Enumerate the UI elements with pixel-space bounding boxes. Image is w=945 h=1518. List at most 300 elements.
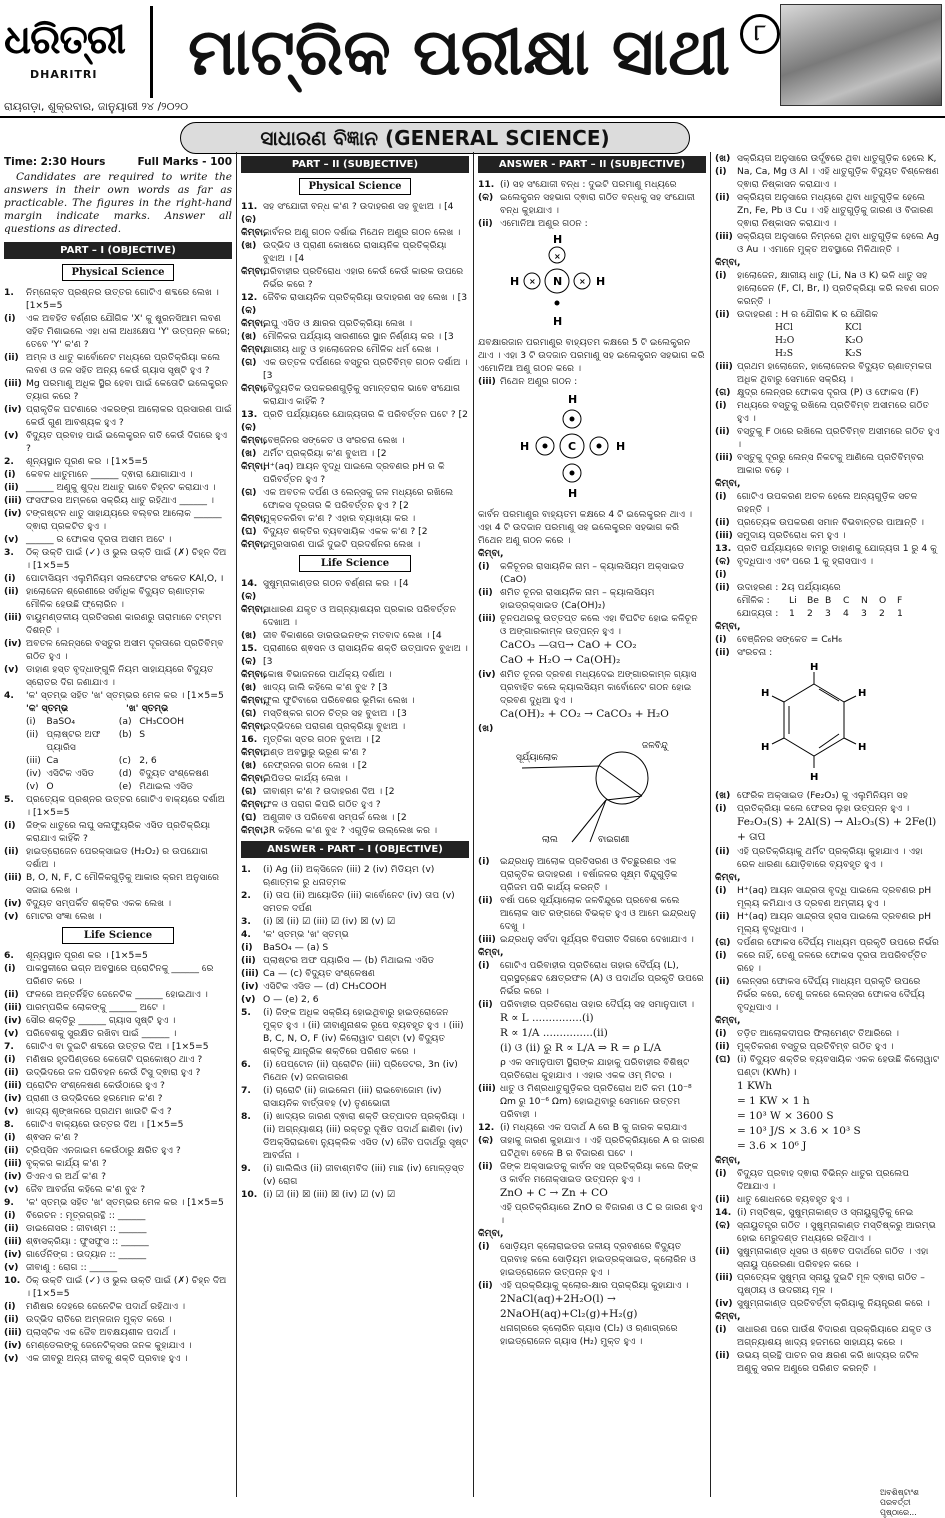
item-number: (iii) xyxy=(715,231,733,242)
item-number: (ii) xyxy=(715,582,730,593)
item-text: ଜିଙ୍କ ଧାତୁରେ ଲଘୁ ସଲଫ୍ୟୁରିକ ଏସିଡ ପ୍ରତିକ୍ରିୟା କରାଯାଏ କାହିଁକି ? xyxy=(26,820,211,844)
masthead-divider xyxy=(150,6,153,98)
item-number: (i) xyxy=(715,1028,727,1039)
item-number: (i) xyxy=(4,1054,16,1065)
list-item xyxy=(4,1014,232,1027)
item-text: (i) ☑ (ii) ☒ (iii) ☒ (iv) ☑ (v) ☑ xyxy=(263,1189,396,1200)
match-cell: 2, 6 xyxy=(139,755,157,766)
item-number: (i) xyxy=(478,1241,490,1252)
compound-table xyxy=(715,321,941,360)
item-number: (ଖ) xyxy=(241,448,257,459)
item-text: ମୁକ୍ତିକରଣ ବସ୍ତୁର ପ୍ରତିବିମ୍ବ ଗଠିତ ହୁଏ । xyxy=(737,1041,894,1052)
answer-list xyxy=(715,1154,941,1375)
item-text: ଶ୍ଵାସକ୍ରିୟା : ଫୁସଫୁସ :: ______ xyxy=(26,1236,149,1247)
item-number: (ଗ) (i) xyxy=(715,937,731,961)
list-item xyxy=(715,425,941,451)
item-number: କିମ୍ବା, xyxy=(478,1228,504,1239)
item-text: ମଣିଷର ଦେହରେ ଜେନେଟିକ ପଦାର୍ଥ ରହିଥାଏ । xyxy=(26,1301,186,1312)
item-text: ଏକ ଅବହିତ ବର୍ଣ୍ଣର ଯୌଗିକ 'X' କୁ ଷ୍ଟ୍ରନସିଆମ ଲବଣ ସହିତ ମିଶାଇଲେ ଏହା ଧଳା ଅଧଃକ୍ଷେପ 'Y' ଉତ୍ପନ୍ନ କରେ; ତେବେ 'Y' କ'ଣ ? xyxy=(26,313,231,350)
item-number: (v) xyxy=(4,1106,19,1117)
answer-list xyxy=(478,1056,706,1186)
list-item xyxy=(241,603,469,629)
item-number: (iii) xyxy=(4,1080,22,1091)
list-item xyxy=(4,988,232,1001)
list-item xyxy=(241,824,469,837)
answer-list xyxy=(241,863,469,1201)
match-cell: (e) xyxy=(118,781,132,792)
answer-part1-heading: ANSWER - PART – I (OBJECTIVE) xyxy=(241,841,469,858)
match-cell: (c) xyxy=(118,755,132,766)
rainbow-diagram xyxy=(502,738,706,852)
list-item xyxy=(4,1339,232,1352)
match-cell: ବିଦ୍ୟୁତ ସଂଶ୍ଳେଷଣ xyxy=(139,768,210,779)
item-text xyxy=(500,547,706,560)
list-item xyxy=(4,1157,232,1170)
list-item xyxy=(715,1349,941,1375)
svg-text:H: H xyxy=(553,315,563,328)
item-number: (i) xyxy=(4,1132,16,1143)
item-text: ପ୍ରତ୍ୟେକ ପ୍ରଶ୍ନର ଉତ୍ତର ଗୋଟିଏ ବାକ୍ୟରେ ଦର୍ଶାଅ । [1×5=5 xyxy=(26,794,226,818)
list-item xyxy=(478,560,706,586)
list-item xyxy=(241,629,469,642)
match-cell: O xyxy=(46,781,54,792)
answer-list xyxy=(715,360,941,594)
list-item xyxy=(241,889,469,915)
life-science-heading: Life Science xyxy=(299,555,411,572)
match-cell: (iii) xyxy=(26,755,41,766)
list-item xyxy=(4,1222,232,1235)
item-number: କିମ୍ବା, xyxy=(241,773,267,784)
list-item xyxy=(4,819,232,845)
item-number: (iii) xyxy=(4,1327,22,1338)
item-text: କ୍ଷାରୀୟ ଧାତୁ ଓ ହାଲୋଜେନର ମୌଳିକ ଧର୍ମ ଲେଖ । xyxy=(263,344,439,355)
item-number: (iii) xyxy=(478,613,496,624)
list-item xyxy=(241,577,469,603)
item-text: ସଂରଚନା : xyxy=(737,647,773,658)
logo-subtitle: DHARITRI xyxy=(30,68,98,81)
item-text: (i) ତାପ (ii) ଆୟୋଡିନ (iii) କାର୍ବୋନେଟ (iv) ତାପ (v) ସମତଳ ଦର୍ପଣ xyxy=(263,890,455,914)
item-text: ଫେରିକ ଅକ୍ସାଇଡ (Fe₂O₃) କୁ ଏଲୁମିନିୟମ ସହ ପ୍ରତିକ୍ରିୟା କଲେ ଫେରସ ଲୁହା ଉତ୍ପନ୍ନ ହୁଏ । xyxy=(737,790,910,814)
item-text: ଉଦାହରଣ : H ର ଯୌଗିକ K ର ଯୌଗିକ xyxy=(737,309,879,320)
item-text xyxy=(737,1014,941,1027)
item-number: (ii) xyxy=(478,1161,493,1172)
item-number: (ii) xyxy=(4,1223,19,1234)
item-text: ସୌର ଶକ୍ତିରୁ ______ ଗ୍ୟାସ ସୃଷ୍ଟି ହୁଏ । xyxy=(26,1015,176,1026)
item-text: ମେଣ୍ଡେଲଙ୍କୁ ଜେନେଟିକ୍ସର ଜନକ କୁହାଯାଏ । xyxy=(26,1340,192,1351)
item-text: ଧାତୁ ଶୋଧନରେ ବ୍ୟବହୃତ ହୁଏ । xyxy=(737,1194,850,1205)
list-item xyxy=(241,746,469,759)
item-number: (ii) xyxy=(478,1280,493,1291)
list-item xyxy=(4,286,232,312)
item-text: ଥର୍ମିଟ ପ୍ରକ୍ରିୟା କ'ଣ ବୁଝାଅ । [2 xyxy=(263,448,387,459)
item-number: (ii) xyxy=(715,1041,730,1052)
item-number: 8. xyxy=(241,1111,251,1122)
item-number: (ଗ) (i) xyxy=(715,387,731,411)
list-item xyxy=(4,845,232,871)
page-title: ମାଟ୍ରିକ ପରୀକ୍ଷା ସାଥୀ xyxy=(188,16,730,90)
item-number: (i) xyxy=(4,820,16,831)
list-item xyxy=(241,447,469,460)
item-text: କଳିଚୂନର ରାସାୟନିକ ନାମ – କ୍ୟାଲସିୟମ ଅକ୍ସାଇଡ (CaO) xyxy=(500,561,685,585)
item-text: ଶୂନ୍ୟସ୍ଥାନ ପୂରଣ କର । [1×5=5 xyxy=(26,456,148,467)
list-item xyxy=(241,525,469,538)
item-number: 12.(କ) xyxy=(241,292,258,316)
item-text: ଗୋଟିଏ ପରିବାହୀର ପ୍ରତିରୋଧ ତାହାର ଦୈର୍ଘ୍ୟ (L), ପ୍ରସ୍ଥଚ୍ଛେଦ କ୍ଷେତ୍ରଫଳ (A) ଓ ପଦାର୍ଥର ପ୍ରକୃତି ଉପରେ ନିର୍ଭର କରେ । xyxy=(500,960,704,997)
item-text xyxy=(737,477,941,490)
item-text: ନେଫ୍ରନର ଗଠନ ଲେଖ । [2 xyxy=(263,760,368,771)
match-cell: (ii) xyxy=(26,729,39,740)
item-number: କିମ୍ବା, xyxy=(715,872,741,883)
item-number: (ii) xyxy=(715,647,730,658)
list-item xyxy=(715,789,941,815)
item-text: ଠିକ୍ ଉକ୍ତି ପାଇଁ (✓) ଓ ଭୁଲ ଉକ୍ତି ପାଇଁ (✗) ଚିହ୍ନ ଦିଅ । [1×5=5 xyxy=(26,1275,227,1299)
list-item xyxy=(241,343,469,356)
item-text: ପ୍ରଥମ ହାଲୋଜେନ, ହାଲୋଜେନର ବିଦ୍ୟୁତ ଋଣାତ୍ମକତା ଅଧିକ ଥିବାରୁ ସେମାନେ ସକ୍ରିୟ । xyxy=(737,361,932,385)
valency-cell: C xyxy=(843,595,850,606)
list-item xyxy=(478,1160,706,1186)
svg-text:N: N xyxy=(553,275,563,288)
item-text: କେବଳ ଧାତୁମାନେ ______ ଦ୍ଵାରା ଯୋଗାଯାଏ । xyxy=(26,469,193,480)
item-number: (iv) xyxy=(478,669,496,680)
item-text: (i) ସହ ସଂଯୋଜୀ ବନ୍ଧ : ଦୁଇଟି ପରମାଣୁ ମଧ୍ୟରେ ଇଲେକ୍ଟ୍ରନ ସହଭାଗ ଦ୍ଵାରା ଗଠିତ ବନ୍ଧକୁ ସହ ସଂଯୋଜୀ ବନ୍ଧ କୁହାଯାଏ । xyxy=(500,179,696,216)
item-number: (ii) xyxy=(715,309,730,320)
masthead xyxy=(0,0,945,116)
item-text: (i) ଜିଙ୍କ ଅଧିକ ସକ୍ରିୟ ହୋଇଥିବାରୁ ହାଇଡ୍ରୋଜେନ ମୁକ୍ତ ହୁଏ । (ii) ଜୀବାଣୁନାଶକ ରୂପେ ବ୍ୟବହୃତ ହୁଏ । (iii) B, C, N, O, F (iv) କିଲୋୱାଟ ଘଣ୍ଟା (v) ବିଦ୍ୟୁତ ଶକ୍ତିକୁ ଯାନ୍ତ୍ରିକ ଶକ୍ତିରେ ପରିଣତ କରେ । xyxy=(263,1007,464,1057)
item-text: ଟ୍ରିପ୍ସିନ ଏନଜାଇମ କେଉଁଠାରୁ କ୍ଷରିତ ହୁଏ ? xyxy=(26,1145,181,1156)
part1-heading: PART – I (OBJECTIVE) xyxy=(4,242,232,259)
svg-text:C: C xyxy=(568,440,577,453)
list-item xyxy=(4,1209,232,1222)
item-number: (i) xyxy=(715,1168,727,1179)
list-item xyxy=(478,1056,706,1082)
svg-text:H: H xyxy=(810,772,819,782)
item-text: ପ୍ରତି ପର୍ଯ୍ୟାୟରେ ଯୋଜ୍ୟତାର କି ପରିବର୍ତ୍ତନ ଘଟେ ? [2 xyxy=(263,409,468,420)
item-text: ବିଦ୍ୟୁତ ପ୍ରବାହ ପାଇଁ ଇଲେକ୍ଟ୍ରନ ଗତି କେଉଁ ଦିଗରେ ହୁଏ ? xyxy=(26,430,228,454)
physical-science-heading: Physical Science xyxy=(299,178,411,195)
match-cell: (b) xyxy=(118,729,132,740)
compound-cell: K₂O xyxy=(845,335,864,346)
droplet-label: ଜଳବିନ୍ଦୁ xyxy=(642,741,668,751)
list-item xyxy=(4,585,232,611)
item-number: 1. xyxy=(241,864,251,875)
item-text: ଉଭୟ ଗ୍ରନ୍ଥି ପାଚନ ରସ କ୍ଷରଣ କରି ଖାଦ୍ୟର ଜଟିଳ ଅଣୁକୁ ସରଳ ଅଣୁରେ ପରିଣତ କରନ୍ତି । xyxy=(737,1350,919,1374)
list-item xyxy=(478,1322,706,1348)
item-text: ବୈଦ୍ୟୁତିକ ଉପକରଣଗୁଡ଼ିକୁ ସମାନ୍ତରାଳ ଭାବେ ସଂଯୋଗ କରାଯାଏ କାହିଁକି ? xyxy=(263,383,461,407)
list-item xyxy=(4,572,232,585)
item-number: 2. xyxy=(4,456,14,467)
item-number: (iii) xyxy=(715,361,733,372)
svg-text:H: H xyxy=(596,275,606,288)
item-text: ପରିବେଶକୁ ସୁରକ୍ଷିତ ରଖିବା ପାଇଁ ______ । xyxy=(26,1028,177,1039)
item-text: ଧନାଗ୍ରରେ କ୍ଲୋରିନ ଗ୍ୟାସ (Cl₂) ଓ ଋଣାଗ୍ରରେ ହାଇଡ୍ରୋଜେନ ଗ୍ୟାସ (H₂) ମୁକ୍ତ ହୁଏ । xyxy=(500,1323,678,1347)
item-number: କିମ୍ବା, xyxy=(241,227,267,238)
item-number: (i) xyxy=(4,963,16,974)
answer-list xyxy=(478,1201,706,1292)
list-item xyxy=(4,1235,232,1248)
item-text: ଶମିତ ଚୂନର ରାସାୟନିକ ନାମ – କ୍ୟାଲସିୟମ ହାଇଡ୍ରକ୍ସାଇଡ (Ca(OH)₂) xyxy=(500,587,655,611)
question-list xyxy=(4,793,232,923)
item-number: (iv) xyxy=(4,404,22,415)
item-number: କିମ୍ବା, xyxy=(715,1311,741,1322)
list-item xyxy=(4,429,232,455)
item-number: 7. xyxy=(4,1041,14,1052)
item-number: କିମ୍ବା, xyxy=(241,695,267,706)
list-item xyxy=(4,663,232,689)
item-text: ଫଳ ଓ ପରାଗ କିପରି ଗଠିତ ହୁଏ ? xyxy=(263,799,381,810)
physical-science-heading: Physical Science xyxy=(62,264,174,281)
list-item xyxy=(715,1310,941,1323)
valency-cell: ଯୋଜ୍ୟତା : xyxy=(737,608,779,619)
valency-cell: ମୌଳିକ : xyxy=(737,595,770,606)
equation-line: R ∝ L ...............(i) xyxy=(500,1012,594,1024)
valency-cell: N xyxy=(861,595,868,606)
item-text: କ୍ଷୁଦ୍ର ଲେନ୍ସର ଫୋକସ ଦୂରତା (P) ଓ ଫୋକସ (F) ମଧ୍ୟରେ ବସ୍ତୁକୁ ରଖିଲେ ପ୍ରତିବିମ୍ବ ଅସୀମରେ ଗଠିତ ହୁଏ । xyxy=(737,387,930,424)
match-table-head xyxy=(26,702,232,715)
item-number: 11.(କ) xyxy=(241,201,258,225)
item-number: (iii) xyxy=(715,452,733,463)
list-item xyxy=(715,633,941,646)
match-cell: (v) xyxy=(26,781,39,792)
list-item xyxy=(241,317,469,330)
svg-text:H: H xyxy=(761,742,770,753)
list-item xyxy=(4,481,232,494)
item-number: 6. xyxy=(241,1059,251,1070)
equation-line: 1 KWh xyxy=(737,1080,773,1092)
match-cell: S xyxy=(139,729,146,740)
svg-text:H: H xyxy=(510,275,520,288)
list-item xyxy=(241,798,469,811)
list-item xyxy=(478,946,706,959)
item-text: (i) ଖାଦ୍ୟର ଜାରଣ ଦ୍ଵାରା ଶକ୍ତି ଉତ୍ପାଦନ ପ୍ରକ୍ରିୟା । (ii) ଅଗ୍ନ୍ୟାଶୟ (iii) ରକ୍ତରୁ ଦୂଷିତ ପଦାର୍ଥ ଛାଣିବା (iv) ଡିଅକ୍ସିରାଇବୋ ନ୍ୟୁକ୍ଲିକ ଏସିଡ (v) ଜୈବ ପଦାର୍ଥରୁ ସୃଷ୍ଟ ଆବର୍ଜନା । xyxy=(263,1111,469,1161)
item-text: ଗାର୍ଡେନିଙ୍ଗ : ଉଦ୍ୟାନ :: ______ xyxy=(26,1249,147,1260)
item-number: (ଖ) (i) xyxy=(715,790,731,814)
item-text: ବିଦ୍ୟୁତ ସମ୍ପର୍କିତ ଶକ୍ତିର ଏକକ ଲେଖ । xyxy=(26,898,172,909)
item-number: (ii) xyxy=(4,989,19,1000)
item-text: ମସ୍ତିଷ୍କର ଗଠନ ଚିତ୍ର ସହ ବୁଝାଅ । [3 xyxy=(263,708,407,719)
item-text: ଇନ୍ଦ୍ରଧନୁ ଆଲୋକ ପ୍ରତିସରଣ ଓ ବିଚ୍ଛୁରଣର ଏକ ପ୍ରାକୃତିକ ଉଦାହରଣ । ବର୍ଷାଜଳର ସୂକ୍ଷ୍ମ ବିନ୍ଦୁଗୁଡ଼ିକ ପ୍ରିଜମ ପରି କାର୍ଯ୍ୟ କରନ୍ତି । xyxy=(500,856,678,893)
list-item xyxy=(4,1105,232,1118)
valency-table xyxy=(715,594,941,620)
item-number: (ii) xyxy=(715,426,730,437)
item-text: Ca — (c) ବିଦ୍ୟୁତ ସଂଶ୍ଳେଷଣ xyxy=(263,968,376,979)
item-number: 5. xyxy=(4,794,14,805)
valency-cell: 3 xyxy=(861,608,867,619)
item-number: (ଖ) xyxy=(241,331,257,342)
list-item xyxy=(4,962,232,988)
item-text: ଖାଦ୍ୟ ଜାଲି କହିଲେ କ'ଣ ବୁଝ ? [3 xyxy=(263,682,388,693)
list-item xyxy=(4,1092,232,1105)
item-number: 9. xyxy=(4,1197,14,1208)
item-number: (v) xyxy=(4,430,19,441)
match-row xyxy=(26,754,232,767)
item-number: (iv) xyxy=(4,1093,22,1104)
list-item xyxy=(715,477,941,490)
list-item xyxy=(478,1121,706,1160)
list-item: (iii) ମିଥେନ ଅଣୁର ଗଠନ : xyxy=(478,376,578,387)
item-text: ଲିପିଡର କାର୍ଯ୍ୟ ଲେଖ । xyxy=(263,773,348,784)
equations xyxy=(478,638,706,668)
list-item xyxy=(715,1193,941,1206)
list-item xyxy=(715,360,941,386)
list-item xyxy=(715,975,941,1014)
item-text: ଫଳରେ ଅନ୍ତର୍ନିହିତ ଜେନେଟିକ ______ ହୋଇଥାଏ । xyxy=(26,989,208,1000)
answer-list xyxy=(715,845,941,1079)
item-number: (v) xyxy=(241,994,256,1005)
item-number: କିମ୍ବା, xyxy=(241,799,267,810)
continued-note: ଅବଶିଷ୍ଟାଂଶ ପରବର୍ତ୍ତୀ ପୃଷ୍ଠାରେ... xyxy=(880,1488,919,1517)
match-row xyxy=(26,728,232,754)
column-questions-part2 xyxy=(241,152,469,1497)
list-item xyxy=(4,1118,232,1131)
item-text: ଡାହାଣ ହସ୍ତ ବୃଦ୍ଧାଙ୍ଗୁଳି ନିୟମ ସାହାଯ୍ୟରେ ବିଦ୍ୟୁତ ସ୍ରୋତର ଦିଗ ଜଣାଯାଏ । xyxy=(26,664,214,688)
item-number: (ଘ) xyxy=(241,812,257,823)
equation-line: = 3.6 × 10⁶ J xyxy=(737,1140,807,1152)
item-number: 10. xyxy=(241,1189,258,1200)
item-number: (ii) xyxy=(715,192,730,203)
list-item xyxy=(715,871,941,884)
valency-cell: O xyxy=(879,595,887,606)
exam-meta xyxy=(4,156,232,169)
item-text: ଫସଫରସ ଅମ୍ଳରେ ସକ୍ରିୟ ଧାତୁ ରହିଥାଏ ______ । xyxy=(26,495,215,506)
item-text: ନିମ୍ନୋକ୍ତ ପ୍ରଶ୍ନର ଉତ୍ତର ଗୋଟିଏ ଶବ୍ଦରେ ଲେଖ । [1×5=5 xyxy=(26,287,219,311)
item-text: ପ୍ରତ୍ୟେକ ସୁଷୁମ୍ନା ସ୍ନାୟୁ ଦୁଇଟି ମୂଳ ଦ୍ଵାରା ଗଠିତ – ପୃଷ୍ଠୀୟ ଓ ଉଦରୀୟ ମୂଳ । xyxy=(737,1272,925,1296)
item-number: (ii) xyxy=(4,1314,19,1325)
item-text: ସୁଷୁମ୍ନାକାଣ୍ଡ ପ୍ରତିବର୍ତ୍ତୀ କ୍ରିୟାକୁ ନିୟନ୍ତ୍ରଣ କରେ । xyxy=(737,1298,930,1309)
list-item xyxy=(715,1206,941,1245)
list-item xyxy=(4,1040,232,1053)
item-number: (i) xyxy=(715,634,727,645)
answer-list xyxy=(715,789,941,815)
list-item xyxy=(4,507,232,533)
red-label: ଲାଲ xyxy=(542,835,558,845)
item-number: (ii) xyxy=(715,1194,730,1205)
list-item xyxy=(715,230,941,256)
match-cell: (iv) xyxy=(26,768,42,779)
item-text: ଚୂନପଥରକୁ ଉତ୍ତପ୍ତ କଲେ ଏହା ବିଘଟିତ ହୋଇ କଳିଚୂନ ଓ ଅଙ୍ଗାରକାମ୍ଳ ଉତ୍ପନ୍ନ ହୁଏ । xyxy=(500,613,698,637)
item-number: (i) xyxy=(715,885,727,896)
list-item xyxy=(241,967,469,980)
item-text: ଜୈବିକ ରାସାୟନିକ ପ୍ରତିକ୍ରିୟା ଉଦାହରଣ ସହ ଲେଖ । [3 xyxy=(263,292,468,303)
item-text: ପରିବାହୀର ପ୍ରତିରୋଧ ତାହାର ଦୈର୍ଘ୍ୟ ସହ ସମାନୁପାତୀ । xyxy=(500,999,695,1010)
list-item xyxy=(241,356,469,382)
item-text: ଜୈବ ଆବର୍ଜନା କହିଲେ କ'ଣ ବୁଝ ? xyxy=(26,1184,146,1195)
list-item xyxy=(241,512,469,525)
edition-badge: ୮ xyxy=(740,14,780,54)
list-item xyxy=(715,1053,941,1079)
valency-cell: 3 xyxy=(825,608,831,619)
item-number: (iii) xyxy=(4,378,22,389)
item-text: ପୋଟାସିୟମ ଏଲୁମିନିୟମ ସଲଫେଟର ସଂକେତ KAl,O, । xyxy=(26,573,224,584)
list-item xyxy=(4,1300,232,1313)
item-text: 'କ' ସ୍ତମ୍ଭ 'ଖ' ସ୍ତମ୍ଭ xyxy=(263,929,349,940)
item-text: କାର୍ବନର ଅଣୁ ଗଠନ ଦର୍ଶାଇ ମିଥେନ ଅଣୁର ଗଠନ ଲେଖ । xyxy=(263,227,461,238)
item-text xyxy=(737,871,941,884)
item-number: (iv) xyxy=(4,1171,22,1182)
match-cell: ମିଥାଇଲ ଏସିଡ xyxy=(139,781,193,792)
question-list xyxy=(241,577,469,837)
list-item xyxy=(4,1352,232,1365)
list-item xyxy=(4,611,232,637)
list-item xyxy=(4,1183,232,1196)
item-text: ଜୀବାଶ୍ମ କ'ଣ ? ଉଦାହରଣ ଦିଅ । [2 xyxy=(263,786,395,797)
item-number: (iv) xyxy=(4,638,22,649)
list-item xyxy=(715,1271,941,1297)
match-row xyxy=(26,715,232,728)
item-text: ଏହି ପ୍ରକ୍ରିୟାକୁ କ୍ଲୋର-କ୍ଷାର ପ୍ରକ୍ରିୟା କୁହାଯାଏ । xyxy=(500,1280,689,1291)
item-text: H⁺(aq) ଆୟନ ସାନ୍ଦ୍ରତା ବୃଦ୍ଧି ପାଇଲେ ଦ୍ରବଣର pH ମୂଲ୍ୟ କମିଯାଏ ଓ ଦ୍ରବଣ ଅମ୍ଳୀୟ ହୁଏ । xyxy=(737,885,932,909)
item-text: ମୁକ୍ତକରିବା କ'ଣ ? ଏହାର ବ୍ୟାଖ୍ୟା କର । xyxy=(263,513,416,524)
list-item xyxy=(478,855,706,894)
item-text: ପ୍ରତି ପର୍ଯ୍ୟାୟରେ ବାମରୁ ଡାହାଣକୁ ଯୋଜ୍ୟତା 1 ରୁ 4 କୁ ବୃଦ୍ଧିପାଏ ଏବଂ ପରେ 1 କୁ ହ୍ରାସପାଏ । xyxy=(737,543,937,567)
list-item xyxy=(4,1326,232,1339)
item-number: କିମ୍ବା, xyxy=(241,539,267,550)
item-text: ବସ୍ତୁକୁ ଦୂରରୁ ଲେନ୍ସ ନିକଟକୁ ଆଣିଲେ ପ୍ରତିବିମ୍ବର ଆକାର ବଢ଼େ । xyxy=(737,452,924,476)
equation-line: ZnO + C → Zn + CO xyxy=(500,1187,608,1199)
item-text: 'କ' ସ୍ତମ୍ଭ ସହିତ 'ଖ' ସ୍ତମ୍ଭର ମେଳ କର । [1×5=5 xyxy=(26,690,224,701)
item-text: ହାଲୋଜେନ, କ୍ଷାରୀୟ ଧାତୁ (Li, Na ଓ K) ଭଳି ଧାତୁ ସହ ହାଲୋଜେନ (F, Cl, Br, I) ପ୍ରତିକ୍ରିୟା କରି ଲବଣ ଗଠନ କରନ୍ତି । xyxy=(737,270,940,307)
students-photo xyxy=(780,4,942,106)
item-text: ବାୟୁମଣ୍ଡଳୀୟ ପ୍ରତିସରଣ କାରଣରୁ ତାରାମାନେ ଟମ୍‌ଟମ ଦିଶନ୍ତି । xyxy=(26,612,222,636)
list-item xyxy=(4,897,232,910)
column-questions-part1 xyxy=(4,152,232,1497)
list-item xyxy=(241,811,469,824)
exam-time: Time: 2:30 Hours xyxy=(4,156,106,168)
list-item xyxy=(478,1279,706,1292)
item-text: ଡିଏନଏ ର ଅର୍ଥ କ'ଣ ? xyxy=(26,1171,106,1182)
match-col-a-head: 'କ' ସ୍ତମ୍ଭ xyxy=(26,703,69,714)
equation-line: (i) ଓ (ii) ରୁ R ∝ L/A ⇒ R = ρ L/A xyxy=(500,1042,662,1054)
item-text: ସକ୍ରିୟତା ଅନୁସାରେ ମଧ୍ୟରେ ଥିବା ଧାତୁଗୁଡ଼ିକ ହେଲେ Zn, Fe, Pb ଓ Cu । ଏହି ଧାତୁଗୁଡ଼ିକୁ ଜାରଣ ଓ ବିଜାରଣ ଦ୍ଵାରା ନିଷ୍କାସନ କରାଯାଏ । xyxy=(737,192,934,229)
dateline: ରାୟଗଡ଼ା, ଶୁକ୍ରବାର, ଜାନୁୟାରୀ ୨୪ /୨୦୨୦ xyxy=(4,100,189,113)
list-item xyxy=(478,586,706,612)
item-text: ଜୀବାଣୁ : ରୋଗ :: ______ xyxy=(26,1262,118,1273)
list-item xyxy=(715,1167,941,1193)
list-item xyxy=(241,785,469,798)
item-number: (v) xyxy=(4,1028,19,1039)
item-text: ଟଙ୍ଗଷ୍ଟନ ଧାତୁ ସାହାଯ୍ୟରେ ବଲ୍‌ବର ଆଲୋକ ______ ଦ୍ଵାରା ପ୍ରକଟିତ ହୁଏ । xyxy=(26,508,222,532)
compound-cell: H₂O xyxy=(775,335,795,346)
item-number: (i) xyxy=(4,573,16,584)
item-number: (i) xyxy=(478,856,490,867)
answer-list xyxy=(478,178,706,230)
item-number: (v) xyxy=(4,1184,19,1195)
list-item xyxy=(4,403,232,429)
item-number: 3. xyxy=(241,916,251,927)
match-cell: (d) xyxy=(118,768,132,779)
item-text: ρ ଏକ ସମାନୁପାତୀ ସ୍ଥିରାଙ୍କ ଯାହାକୁ ପରିବାହୀର ବିଶିଷ୍ଟ ପ୍ରତିରୋଧ କୁହାଯାଏ । ଏହାର ଏକକ ଓମ୍ ମିଟର । xyxy=(500,1057,690,1081)
item-number: (ii) xyxy=(478,999,493,1010)
answer-list xyxy=(715,620,941,659)
svg-text:×: × xyxy=(579,277,586,286)
item-number: (iii) xyxy=(715,1272,733,1283)
question-list xyxy=(241,200,469,551)
item-number: (i) xyxy=(4,1210,16,1221)
methane-svg xyxy=(502,391,642,501)
match-row xyxy=(26,767,232,780)
compound-row xyxy=(775,334,941,347)
item-number: କିମ୍ବା, xyxy=(241,669,267,680)
item-number: କିମ୍ବା, xyxy=(715,621,741,632)
violet-label: ବାଇଗଣୀ xyxy=(598,835,630,845)
list-item xyxy=(241,1188,469,1201)
list-item xyxy=(715,308,941,321)
benzene-structure-diagram xyxy=(739,662,941,786)
item-text: BaSO₄ — (a) S xyxy=(263,942,329,953)
item-number: 13.(କ) xyxy=(241,409,258,433)
list-item xyxy=(715,936,941,975)
item-text: Mg ପରମାଣୁ ଅଧିକ ସ୍ଥିର ହେବା ପାଇଁ କେତୋଟି ଇଲେକ୍ଟ୍ରନ ତ୍ୟାଗ କରେ ? xyxy=(26,378,228,402)
list-item xyxy=(241,1162,469,1188)
